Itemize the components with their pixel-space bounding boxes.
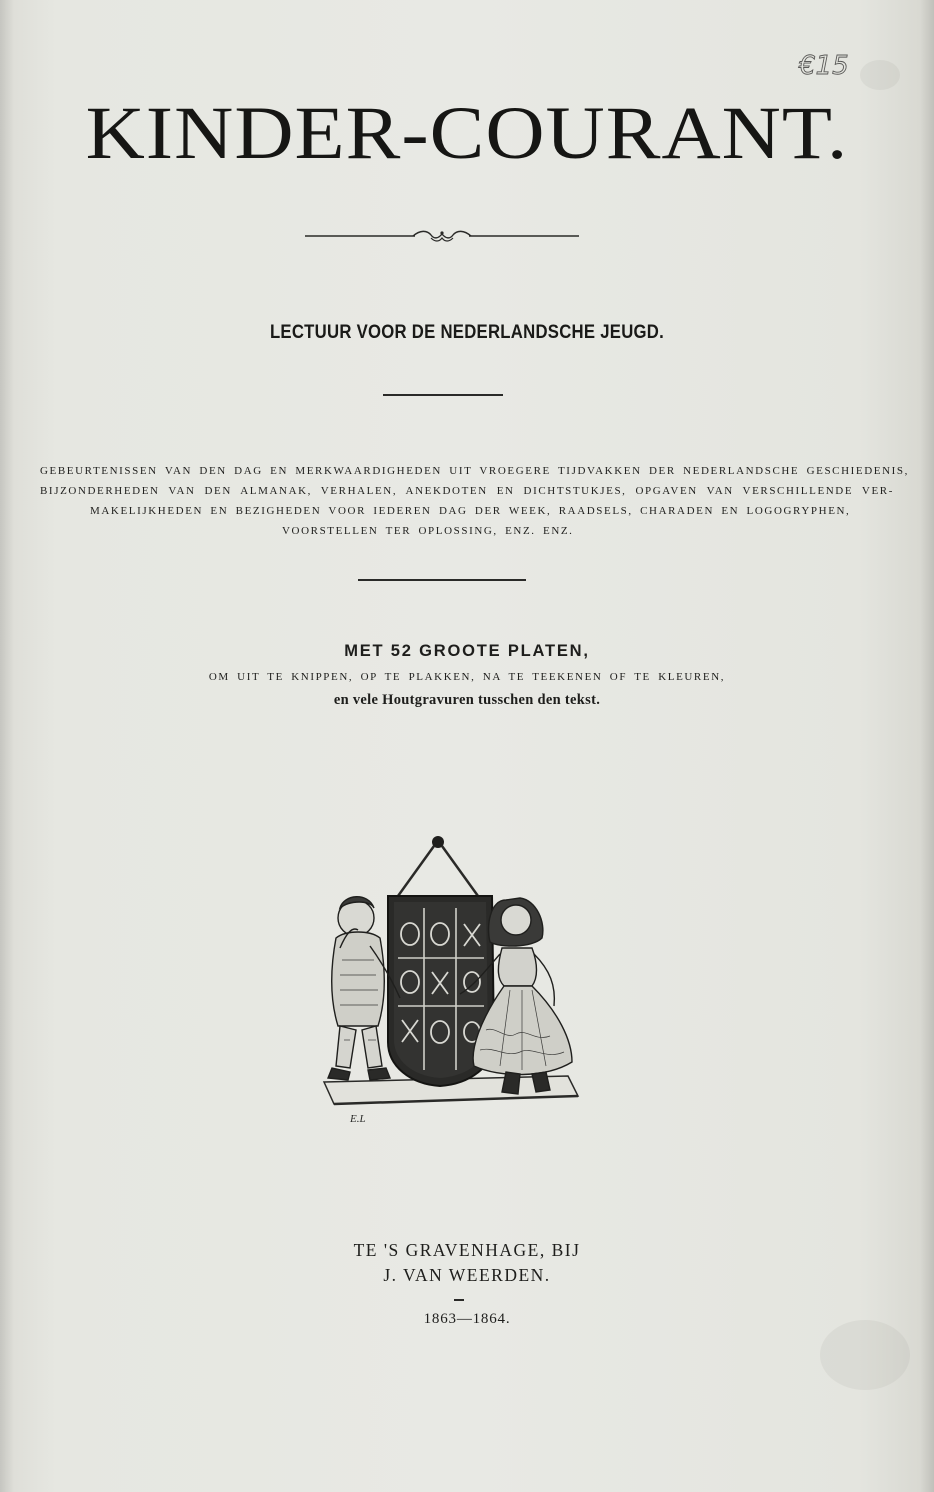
imprint-years: 1863—1864. [423, 1311, 511, 1327]
svg-text:E.L: E.L [350, 1113, 366, 1125]
pencil-price-note [795, 40, 885, 84]
description-line: VOORSTELLEN TER OPLOSSING, ENZ. ENZ. [282, 525, 574, 537]
children-tic-tac-toe-engraving-icon [310, 830, 590, 1130]
description-line: MAKELIJKHEDEN EN BEZIGHEDEN VOOR IEDEREN DAG DER WEEK, RAADSELS, CHARADEN EN LOGOGRYPHEN, [90, 505, 851, 517]
divider-rule [454, 1299, 464, 1301]
page-subtitle: LECTUUR VOOR DE NEDERLANDSCHE JEUGD. [269, 322, 665, 343]
description-line: BIJZONDERHEDEN VAN DEN ALMANAK, VERHALEN, ANEKDOTEN EN DICHTSTUKJES, OPGAVEN VAN VERSCHILLENDE VER- [40, 485, 894, 497]
plates-detail: OM UIT TE KNIPPEN, OP TE PLAKKEN, NA TE TEEKENEN OF TE KLEUREN, [208, 671, 726, 683]
woodcuts-line: en vele Houtgravuren tusschen den tekst. [333, 692, 601, 708]
ornament-divider-icon [305, 228, 579, 244]
imprint-place: TE 'S GRAVENHAGE, BIJ [353, 1240, 581, 1260]
divider-rule [358, 579, 526, 581]
divider-rule [383, 394, 503, 396]
description-line: GEBEURTENISSEN VAN DEN DAG EN MERKWAARDIGHEDEN UIT VROEGERE TIJDVAKKEN DER NEDERLANDSCHE GESCHIEDENIS, [40, 465, 909, 477]
page-title: KINDER-COURANT. [85, 90, 849, 175]
contents-description [40, 461, 909, 541]
plates-heading: MET 52 GROOTE PLATEN, [344, 642, 590, 660]
svg-text:€15: €15 [799, 51, 849, 81]
paper-stain [820, 1320, 910, 1390]
imprint-publisher: J. VAN WEERDEN. [383, 1265, 551, 1285]
